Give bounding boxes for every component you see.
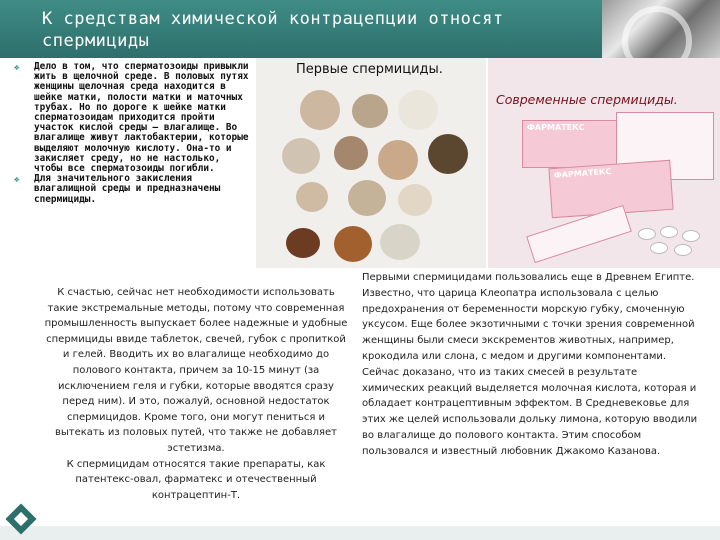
sponge-image <box>300 90 340 130</box>
sponge-image <box>334 136 368 170</box>
paragraph-text: К спермицидам относятся такие препараты, как патентекс-овал, фарматекс и отечественный контрацептин-Т. <box>66 458 326 501</box>
pill-icon <box>638 228 656 240</box>
bullet-text: Для значительного закисления влагалищной среды и предназначены спермициды. <box>34 173 221 205</box>
pill-icon <box>660 226 678 238</box>
first-spermicides-caption: Первые спермициды. <box>296 62 443 77</box>
sponge-image <box>352 94 388 128</box>
diamond-bullet-icon: ❖ <box>14 63 20 73</box>
bullet-text: Дело в том, что сперматозоиды привыкли жить в щелочной среде. В половых путях женщины щелочная среда находится в шейке матки, полости матки и маточных трубах. Но по дороге к шейке матки сперматозоидам приходится пройти участок кислой среды – влагалище. Во влагалище живут лактобактерии, которые выделяют молочную кислоту. Она-то и закисляет среду, но не настолько, чтобы все сперматозоиды погибли. <box>34 61 249 175</box>
sponge-image <box>296 182 328 212</box>
header-decoration <box>602 0 720 58</box>
sponge-image <box>428 134 468 174</box>
pill-icon <box>674 244 692 256</box>
sponge-image <box>334 226 372 262</box>
sponge-image <box>378 140 418 180</box>
sponge-image <box>348 180 386 216</box>
product-label: ФАРМАТЕКС <box>553 166 612 180</box>
slide-title: К средствам химической контрацепции относят спермициды <box>42 9 504 51</box>
first-spermicides-image <box>256 58 486 268</box>
pill-icon <box>650 242 668 254</box>
bullet-list <box>14 62 250 205</box>
right-paragraph: Первыми спермицидами пользовались еще в Древнем Египте. Известно, что царица Клеопатра использовала с целью предохранения от беременности морскую губку, смоченную уксусом. Еще более экзотичными с точки зрения современной женщины были смеси экскрементов животных, например, крокодила или слона, с медом и другими компонентами. Сейчас доказано, что из таких смесей в результате химических реакций выделяется молочная кислота, которая и обладает контрацептивным эффектом. В Средневековье для этих же целей использовали дольку лимона, которую вводили во влагалище до полового контакта. Этим способом пользовался и известный любовник Джакомо Казанова. <box>362 272 698 457</box>
sponge-image <box>398 184 432 216</box>
sponge-image <box>398 90 438 130</box>
product-label: ФАРМАТЕКС <box>527 123 585 132</box>
pill-icon <box>682 230 700 242</box>
sponge-image <box>286 228 320 258</box>
left-paragraph <box>44 285 348 503</box>
sponge-image <box>380 224 420 260</box>
diamond-bullet-icon: ❖ <box>14 175 20 186</box>
bullet-item <box>14 62 250 174</box>
footer-bar <box>0 526 720 540</box>
bullet-item <box>14 174 250 205</box>
modern-spermicides-image <box>488 58 720 268</box>
modern-spermicides-caption: Современные спермициды. <box>496 92 678 107</box>
sponge-image <box>282 138 320 174</box>
paragraph-text: К счастью, сейчас нет необходимости использовать такие экстремальные методы, потому что современная промышленность выпускает более надежные и удобные спермициды ввиде таблеток, свечей, губок с пропиткой и гелей. Вводить их во влагалище необходимо до полового контакта, причем за 10-15 минут (за исключением геля и губки, которые вводятся сразу перед ним). И это, пожалуй, основной недостаток спермицидов. Кроме того, они могут пениться и вытекать из половых путей, что также не добавляет эстетизма. <box>44 287 348 454</box>
slide-header <box>0 0 720 58</box>
